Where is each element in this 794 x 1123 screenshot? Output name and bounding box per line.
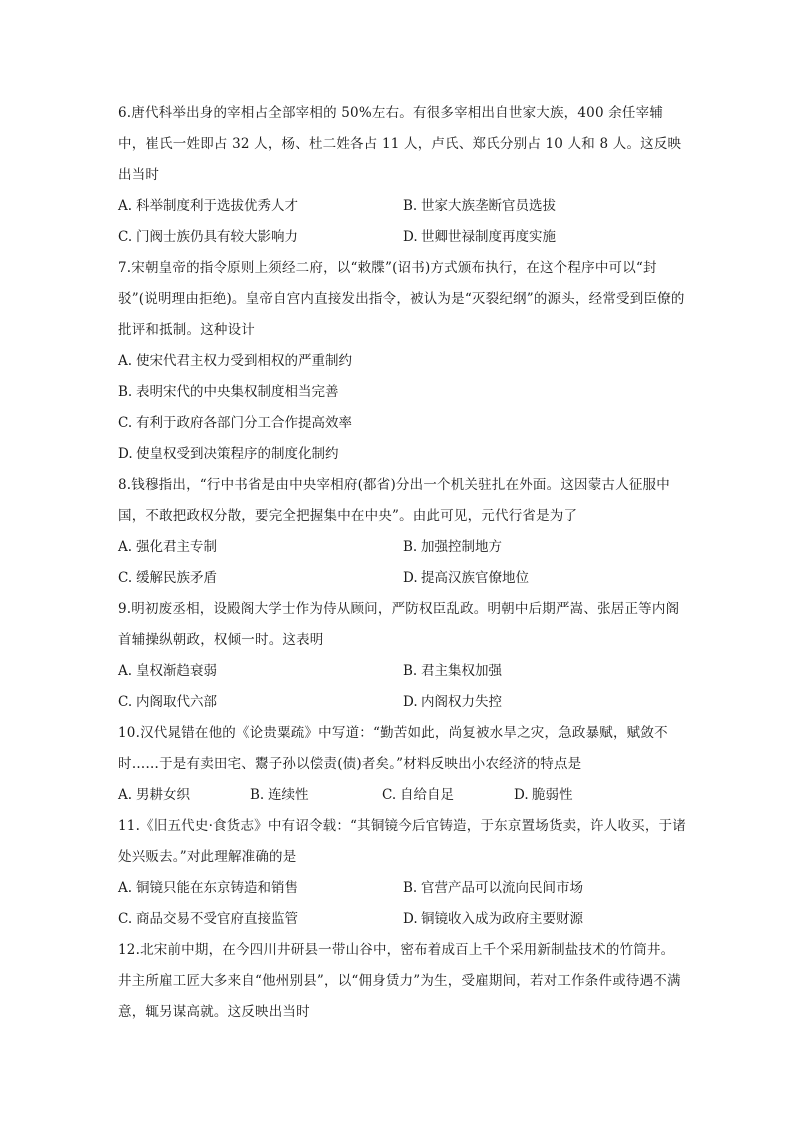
option-d[interactable]: D. 提高汉族官僚地位	[403, 570, 529, 586]
option-d[interactable]: D. 世卿世禄制度再度实施	[403, 229, 556, 245]
question-sheet	[118, 98, 688, 1028]
option-a[interactable]: A. 铜镜只能在东京铸造和销售	[118, 880, 298, 896]
option-a[interactable]: A. 科举制度利于选拔优秀人才	[118, 198, 298, 214]
question-stem: 10.汉代晁错在他的《论贵粟疏》中写道：“勤苦如此，尚复被水旱之灾，急政暴赋，赋敛不时……于是有卖田宅、鬻子孙以偿责(债)者矣。”材料反映出小农经济的特点是	[118, 725, 668, 772]
option-a[interactable]: A. 使宋代君主权力受到相权的严重制约	[118, 353, 352, 369]
option-b[interactable]: B. 官营产品可以流向民间市场	[403, 880, 583, 896]
question-9	[118, 594, 688, 718]
option-c[interactable]: C. 门阀士族仍具有较大影响力	[118, 229, 298, 245]
question-12	[118, 935, 688, 1028]
option-d[interactable]: D. 内阁权力失控	[403, 694, 502, 710]
question-11	[118, 811, 688, 935]
option-c[interactable]: C. 缓解民族矛盾	[118, 570, 217, 586]
question-8	[118, 470, 688, 594]
option-b[interactable]: B. 表明宋代的中央集权制度相当完善	[118, 384, 339, 400]
question-6	[118, 98, 688, 253]
option-group	[118, 656, 688, 718]
question-stem: 6.唐代科举出身的宰相占全部宰相的 50%左右。有很多宰相出自世家大族，400 余任宰辅中，崔氏一姓即占 32 人，杨、杜二姓各占 11 人，卢氏、郑氏分别占 10 人和 8 人。这反映出当时	[118, 105, 682, 183]
option-a[interactable]: A. 皇权渐趋衰弱	[118, 663, 217, 679]
option-c[interactable]: C. 商品交易不受官府直接监管	[118, 911, 298, 927]
question-stem: 11.《旧五代史·食货志》中有诏令载：“其铜镜今后官铸造，于东京置场货卖，许人收买，于诸处兴贩去。”对此理解准确的是	[118, 818, 686, 865]
question-stem: 12.北宋前中期，在今四川井研县一带山谷中，密布着成百上千个采用新制盐技术的竹筒井。井主所雇工匠大多来自“他州别县”，以“佣身赁力”为生，受雇期间，若对工作条件或待遇不满意，辄另谋高就。这反映出当时	[118, 942, 681, 1020]
option-d[interactable]: D. 使皇权受到决策程序的制度化制约	[118, 446, 339, 462]
question-stem: 8.钱穆指出，“行中书省是由中央宰相府(都省)分出一个机关驻扎在外面。这因蒙古人征服中国，不敢把政权分散，要完全把握集中在中央”。由此可见，元代行省是为了	[118, 477, 670, 524]
option-b[interactable]: B. 加强控制地方	[403, 539, 502, 555]
question-stem: 9.明初废丞相，设殿阁大学士作为侍从顾问，严防权臣乱政。明朝中后期严嵩、张居正等内阁首辅操纵朝政，权倾一时。这表明	[118, 601, 680, 648]
option-b[interactable]: B. 连续性	[250, 787, 309, 803]
option-c[interactable]: C. 自给自足	[382, 787, 454, 803]
option-group	[118, 532, 688, 594]
option-group	[118, 191, 688, 253]
option-c[interactable]: C. 内阁取代六部	[118, 694, 217, 710]
option-b[interactable]: B. 君主集权加强	[403, 663, 502, 679]
option-a[interactable]: A. 男耕女织	[118, 787, 190, 803]
option-b[interactable]: B. 世家大族垄断官员选拔	[403, 198, 556, 214]
option-group	[118, 873, 688, 935]
option-a[interactable]: A. 强化君主专制	[118, 539, 217, 555]
option-d[interactable]: D. 铜镜收入成为政府主要财源	[403, 911, 583, 927]
option-group	[118, 346, 688, 470]
option-c[interactable]: C. 有利于政府各部门分工合作提高效率	[118, 415, 352, 431]
option-d[interactable]: D. 脆弱性	[514, 787, 573, 803]
option-group	[118, 780, 688, 811]
question-7	[118, 253, 688, 470]
question-10	[118, 718, 688, 811]
question-stem: 7.宋朝皇帝的指令原则上须经二府，以“敕牒”(诏书)方式颁布执行，在这个程序中可以“封驳”(说明理由拒绝)。皇帝自宫内直接发出指令，被认为是“灭裂纪纲”的源头，经常受到臣僚的批评和抵制。这种设计	[118, 260, 685, 338]
